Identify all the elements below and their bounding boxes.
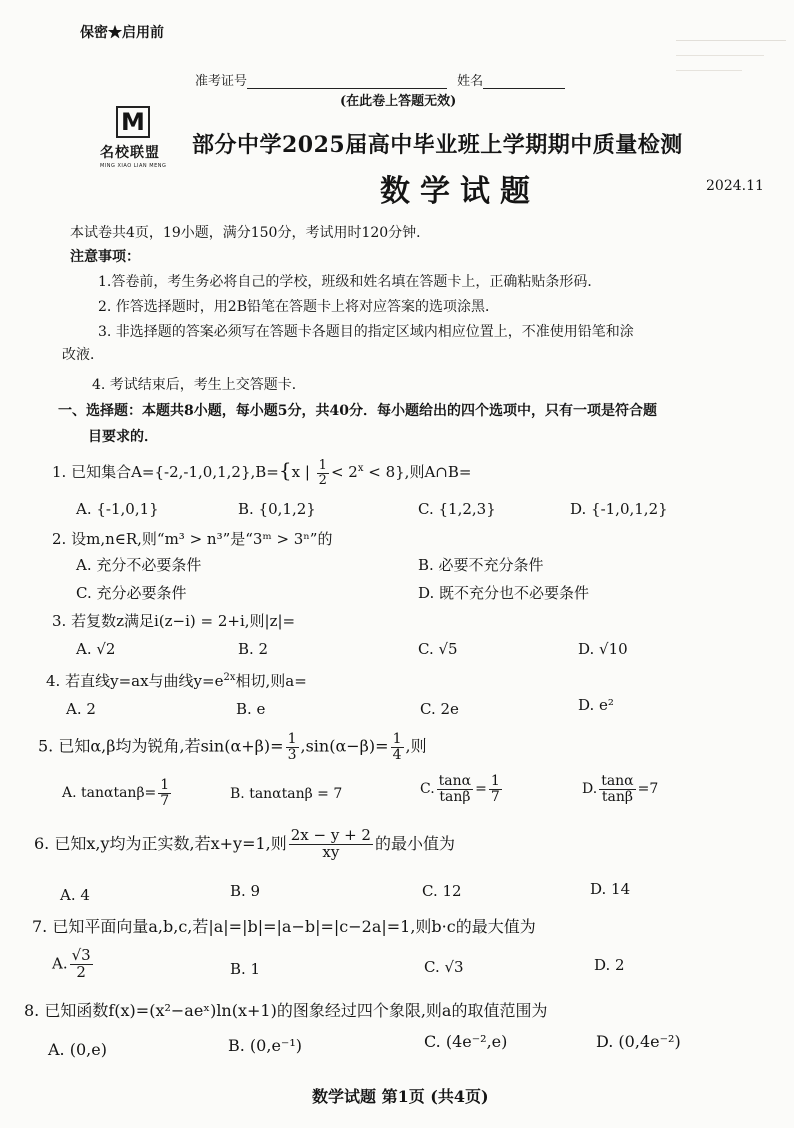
fraction bbox=[289, 828, 373, 861]
option-a: A. 2 bbox=[66, 700, 96, 718]
fraction bbox=[286, 732, 299, 762]
stem-text: ,sin(α−β)= bbox=[300, 736, 389, 756]
name-label: 姓名 bbox=[457, 74, 484, 89]
option-b: B. 1 bbox=[230, 960, 261, 978]
option-c: C. √3 bbox=[424, 958, 464, 976]
question-3-stem bbox=[52, 610, 295, 631]
stem-text: < 2 bbox=[330, 463, 358, 481]
option-text: D. bbox=[582, 781, 598, 798]
option-text: A. tanαtanβ= bbox=[62, 785, 157, 802]
stem-text: x | bbox=[291, 463, 315, 481]
fraction-denominator: 7 bbox=[160, 792, 170, 809]
question-number: 6. bbox=[34, 833, 50, 853]
fraction-denominator: 3 bbox=[287, 746, 297, 763]
question-1-stem: 1. 已知集合A={-2,-1,0,1,2},B={x | $\frac{1}{2}$ < $2^x < 8$},则A∩B= bbox=[52, 457, 472, 488]
note-item: 3. 非选择题的答案必须写在答题卡各题目的指定区域内相应位置上，不准使用铅笔和涂 bbox=[98, 324, 634, 340]
fraction bbox=[158, 778, 171, 808]
fraction bbox=[70, 948, 93, 981]
section-heading: 一、选择题：本题共8小题，每小题5分，共40分．每小题给出的四个选项中，只有一项是符合题 bbox=[58, 403, 657, 419]
exponent: 2x bbox=[223, 672, 236, 683]
fraction-numerator: 1 bbox=[490, 773, 500, 789]
question-number: 7. bbox=[32, 917, 48, 936]
confidential-label: 保密★启用前 bbox=[80, 25, 164, 41]
option-a: A. (0,e) bbox=[48, 1040, 107, 1059]
option-c: C. 充分必要条件 bbox=[76, 584, 187, 602]
bleed-through-mark bbox=[676, 30, 786, 110]
option-d: D. {-1,0,1,2} bbox=[570, 500, 668, 518]
option-c: C. 2e bbox=[420, 700, 459, 718]
fraction-numerator: tanα bbox=[601, 773, 634, 789]
fraction-denominator: 2 bbox=[76, 962, 86, 981]
stem-text: 相切,则a= bbox=[235, 672, 307, 690]
intro-text: 本试卷共4页，19小题，满分150分，考试用时120分钟． bbox=[70, 225, 431, 241]
fraction-numerator: 1 bbox=[160, 777, 170, 793]
option-c: C. (4e⁻²,e) bbox=[424, 1032, 508, 1051]
option-c: C. {1,2,3} bbox=[418, 500, 496, 518]
question-4-stem bbox=[46, 670, 307, 691]
stem-text: ,则 bbox=[405, 736, 427, 756]
option-d: D. (0,4e⁻²) bbox=[596, 1032, 681, 1051]
question-number: 1. bbox=[52, 463, 67, 481]
question-number: 4. bbox=[46, 672, 61, 690]
note-item: 1.答卷前，考生务必将自己的学校，班级和姓名填在答题卡上，正确粘贴条形码． bbox=[98, 274, 602, 290]
question-2-stem bbox=[52, 528, 332, 549]
answer-notice: (在此卷上答题无效) bbox=[340, 94, 457, 109]
fraction bbox=[437, 774, 473, 804]
exam-id-blank bbox=[247, 74, 447, 89]
note-item: 4. 考试结束后，考生上交答题卡． bbox=[92, 377, 306, 393]
fraction-numerator: tanα bbox=[438, 773, 472, 789]
stem-text: < 8},则A∩B= bbox=[363, 463, 472, 481]
option-text: C. bbox=[420, 781, 435, 798]
option-d: D. 既不充分也不必要条件 bbox=[418, 584, 590, 602]
fraction-numerator: 1 bbox=[287, 731, 297, 747]
option-b: B. 必要不充分条件 bbox=[418, 556, 544, 574]
fraction-numerator: 1 bbox=[318, 457, 327, 473]
option-b: B. tanαtanβ = 7 bbox=[230, 786, 343, 802]
exam-id-row bbox=[195, 70, 565, 89]
question-number: 8. bbox=[24, 1001, 40, 1020]
note-item: 改液． bbox=[62, 347, 104, 363]
fraction-numerator: 1 bbox=[392, 731, 402, 747]
exam-title: 部分中学2025届高中毕业班上学期期中质量检测 bbox=[192, 132, 683, 158]
option-text: A. bbox=[52, 954, 68, 973]
fraction-denominator: tanβ bbox=[439, 788, 471, 805]
question-number: 5. bbox=[38, 736, 54, 756]
option-d: D. e² bbox=[578, 696, 614, 714]
exam-id-label: 准考证号 bbox=[195, 74, 248, 89]
question-5-stem bbox=[38, 732, 427, 762]
option-b: B. 2 bbox=[238, 640, 269, 658]
option-c: C. 12 bbox=[422, 882, 462, 900]
question-6-stem bbox=[34, 828, 455, 861]
option-a: A. 4 bbox=[60, 886, 90, 904]
fraction-numerator: √3 bbox=[71, 946, 91, 964]
stem-text: 的最小值为 bbox=[374, 833, 455, 853]
exponent: x bbox=[357, 463, 364, 474]
option-d: D. √10 bbox=[578, 640, 628, 658]
stem-text: 若直线y=ax与曲线y=e bbox=[65, 672, 224, 690]
option-d: D. 2 bbox=[594, 956, 625, 974]
fraction bbox=[317, 459, 329, 487]
note-item: 2. 作答选择题时，用2B铅笔在答题卡上将对应答案的选项涂黑． bbox=[98, 299, 500, 315]
option-b: B. 9 bbox=[230, 882, 261, 900]
fraction-denominator: 4 bbox=[392, 746, 402, 763]
option-c: C. √5 bbox=[418, 640, 458, 658]
exam-date: 2024.11 bbox=[706, 178, 764, 194]
question-number: 2. bbox=[52, 530, 67, 548]
logo-name: 名校联盟 bbox=[100, 145, 160, 161]
fraction-denominator: 7 bbox=[490, 788, 500, 805]
stem-text: 已知函数f(x)=(x²−aeˣ)ln(x+1)的图象经过四个象限,则a的取值范围为 bbox=[44, 1001, 548, 1020]
option-a: A. √2 bbox=[76, 640, 116, 658]
option-b: B. {0,1,2} bbox=[238, 500, 316, 518]
notes-heading: 注意事项： bbox=[70, 249, 140, 265]
option-a bbox=[52, 948, 95, 981]
stem-text: 已知α,β均为锐角,若sin(α+β)= bbox=[58, 736, 284, 756]
stem-text: 设m,n∈R,则“m³ > n³”是“3ᵐ > 3ⁿ”的 bbox=[71, 530, 333, 548]
fraction-denominator: 2 bbox=[318, 472, 327, 488]
stem-text: 已知x,y均为正实数,若x+y=1,则 bbox=[54, 833, 287, 853]
name-blank bbox=[483, 74, 565, 89]
option-a: A. 充分不必要条件 bbox=[76, 556, 202, 574]
fraction-numerator: 2x − y + 2 bbox=[290, 826, 371, 844]
fraction-denominator: xy bbox=[322, 842, 340, 861]
option-b: B. (0,e⁻¹) bbox=[228, 1036, 303, 1055]
section-heading-cont: 目要求的． bbox=[88, 429, 158, 445]
stem-text: 已知集合A={-2,-1,0,1,2},B= bbox=[71, 463, 279, 481]
option-c bbox=[420, 774, 504, 804]
stem-text: 已知平面向量a,b,c,若|a|=|b|=|a−b|=|c−2a|=1,则b·c的最大值为 bbox=[52, 917, 536, 936]
option-d bbox=[582, 774, 658, 804]
fraction bbox=[599, 774, 635, 804]
option-text: = bbox=[475, 781, 487, 798]
page-footer: 数学试题 第1页 (共4页) bbox=[312, 1087, 489, 1106]
option-a bbox=[62, 778, 173, 808]
question-8-stem bbox=[24, 998, 547, 1021]
option-a: A. {-1,0,1} bbox=[76, 500, 159, 518]
fraction bbox=[489, 774, 502, 804]
fraction bbox=[391, 732, 404, 762]
option-text: =7 bbox=[637, 781, 659, 798]
question-7-stem bbox=[32, 914, 536, 937]
fraction-denominator: tanβ bbox=[601, 788, 633, 805]
subject-title: 数学试题 bbox=[380, 174, 540, 209]
league-logo bbox=[94, 106, 170, 176]
option-b: B. e bbox=[236, 700, 266, 718]
logo-english: MING XIAO LIAN MENG bbox=[100, 163, 167, 169]
option-d: D. 14 bbox=[590, 880, 631, 898]
logo-mark: M bbox=[116, 106, 150, 138]
stem-text: 若复数z满足i(z−i) = 2+i,则|z|= bbox=[71, 612, 296, 630]
question-number: 3. bbox=[52, 612, 67, 630]
